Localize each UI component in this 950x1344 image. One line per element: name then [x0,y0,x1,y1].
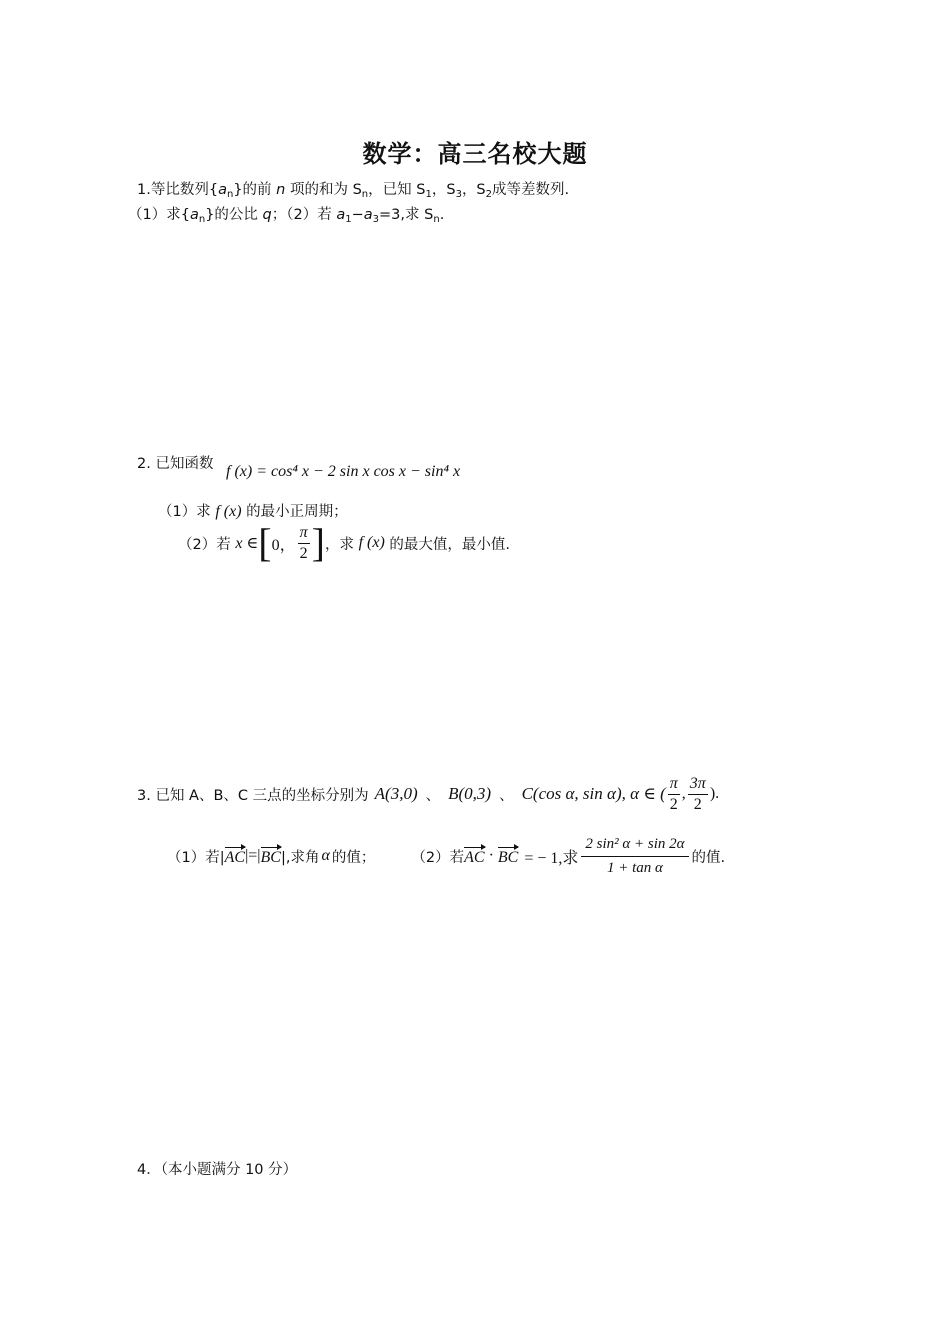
question-2-part-2: （2）若 x ∈ [ 0， $\frac{\pi}{2}$ ] ，求 f (x) 的最大值，最小值. [178,520,511,565]
pi-over-2-fraction: $\frac{\pi}{2}$ [299,523,308,562]
page-title: 数学：高三名校大题 [362,140,588,168]
vector-ac: AC [225,845,245,867]
q1-number: 1. [137,182,151,198]
question-1-stem: 1.等比数列$\{a_n\}$的前 n 项的和为 $S_n$，已知 $S_1$，$S_3$，$S_2$成等差数列. [137,182,570,200]
question-4-stem: 4．（本小题满分 10 分） [137,1162,298,1178]
three-pi-over-2-fraction: $\frac{3\pi}{2}$ [689,775,706,813]
left-bracket: [ [258,520,272,565]
vector-ac: AC [464,845,484,867]
question-1-parts: （1）求$\{a_n\}$的公比 q；（2）若 $a_1-a_3=3$,求 $S_n$. [128,207,445,225]
vector-bc: BC [261,845,281,867]
question-2-part-1: （1）求 f (x) 的最小正周期； [158,503,348,520]
question-3-parts: （1）若| AC |=| BC |,求角 α 的值； （2）若 AC · BC = − 1,求 $\frac{\text{2 sin² α + sin 2α}}{\text{1 + tan α}}$ 的值. [167,836,726,876]
vector-bc: BC [498,845,518,867]
pi-over-2-fraction: $\frac{\pi}{2}$ [669,775,678,813]
question-3-stem: 3. 已知 A、B、C 三点的坐标分别为 A(3,0) 、 B(0,3) 、 C(cos α, sin α), α ∈ ( $\frac{\pi}{2}$ , $\frac{3\pi}{2}$ ). [137,775,720,813]
question-2-stem: 2. 已知函数 [137,456,214,472]
question-2-formula: f (x) = cos⁴ x − 2 sin x cos x − sin⁴ x [226,463,461,480]
trig-fraction: $\frac{\text{2 sin² α + sin 2α}}{\text{1 + tan α}}$ [581,836,688,876]
right-bracket: ] [311,520,325,565]
